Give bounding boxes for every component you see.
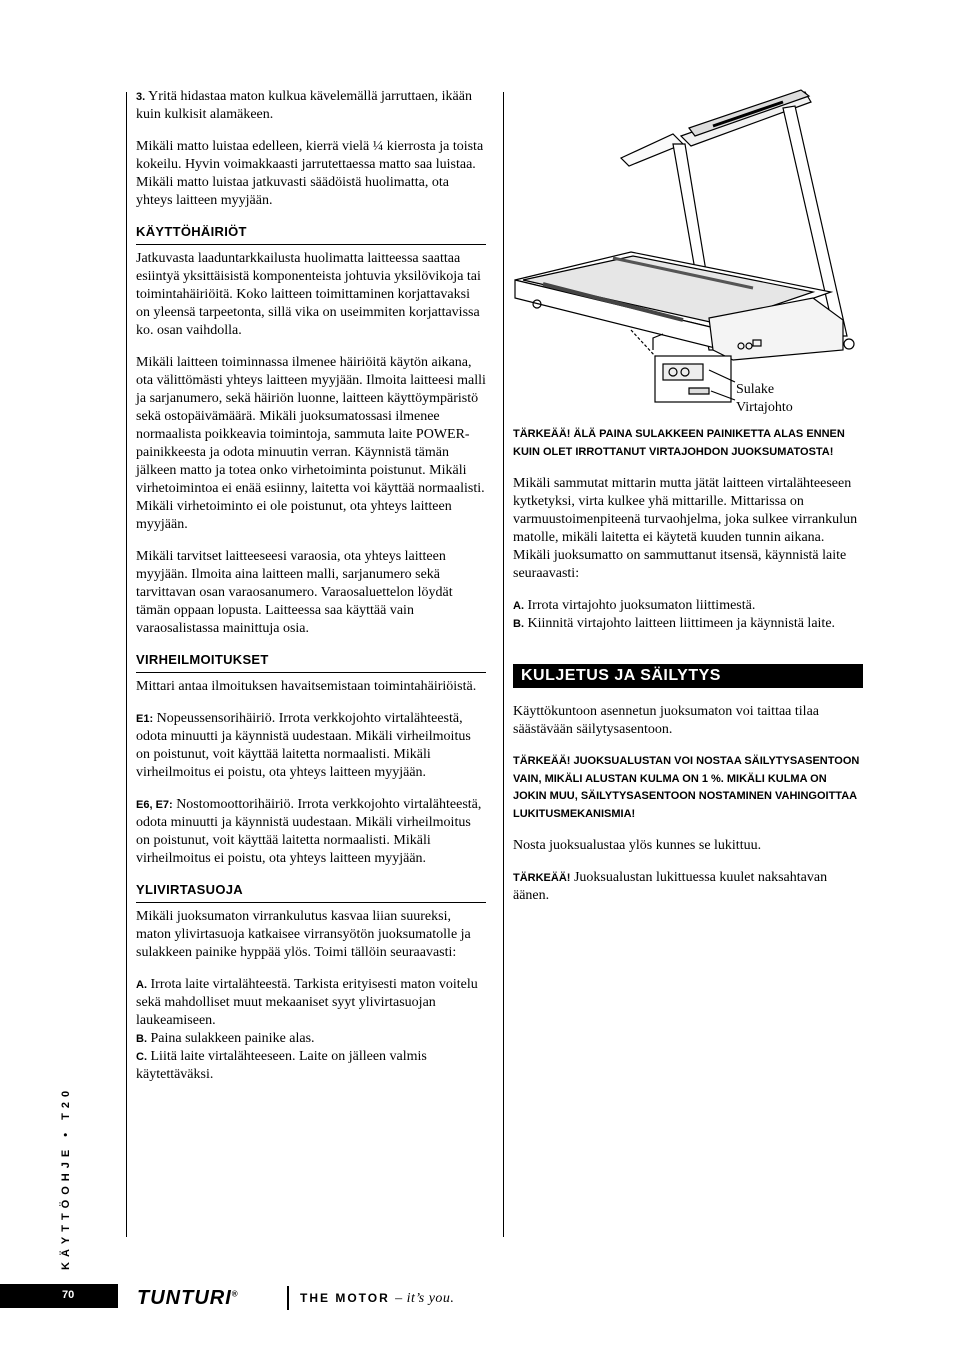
heading-ylivirtasuoja: YLIVIRTASUOJA: [136, 882, 486, 903]
paragraph-ylivirta: Mikäli juoksumaton virrankulutus kasvaa liian suureksi, maton ylivirtasuoja katkaisee virransyötön juoksumatolle ja sulakkeen painike hyppää ylös. Toimi tällöin seuraavasti:: [136, 909, 471, 960]
right-column: [513, 88, 863, 905]
section-title-kuljetus: KULJETUS JA SÄILYTYS: [513, 664, 863, 688]
figure-area: [513, 88, 863, 426]
error-e1: E1: Nopeussensorihäiriö. Irrota verkkojohto virtalähteestä, odota minuutti ja käynnistä uudestaan. Mikäli virheilmoitus on poistunut, voit käyttää laitetta normaalisti. Mikäli virheilmoitus ei poistu, ota yhteys laitteen myyjään.: [136, 711, 471, 780]
step-c: C. Liitä laite virtalähteeseen. Laite on jälleen valmis käytettäväksi.: [136, 1049, 427, 1082]
footer-divider: [287, 1286, 289, 1310]
warning-sulake: TÄRKEÄÄ! ÄLÄ PAINA SULAKKEEN PAINIKETTA ALAS ENNEN KUIN OLET IRROTTANUT VIRTAJOHDON JUOKSUMATOSTA!: [513, 428, 845, 458]
left-column: [136, 88, 486, 1084]
tagline: THE MOTOR – it’s you.: [300, 1291, 455, 1306]
right-step-a: A. Irrota virtajohto juoksumaton liittimestä.: [513, 598, 756, 613]
label-virtajohto: Virtajohto: [736, 400, 793, 415]
left-column-rule: [126, 92, 127, 1237]
label-sulake: Sulake: [736, 382, 775, 397]
warning-kulma: TÄRKEÄÄ! JUOKSUALUSTAN VOI NOSTAA SÄILYTYSASENTOON VAIN, MIKÄLI ALUSTAN KULMA ON 1 %. MIKÄLI KULMA ON JOKIN MUU, SÄILYTYSASENTOON NOSTAMINEN VAHINGOITTAA LUKITUSMEKANISMIA!: [513, 755, 860, 820]
brand-logo: TUNTURI®: [137, 1287, 239, 1309]
paragraph-nosta: Nosta juoksualustaa ylös kunnes se lukittuu.: [513, 838, 762, 853]
paragraph-kayttokuntoon: Käyttökuntoon asennetun juoksumaton voi taittaa tilaa säästävään säilytysasentoon.: [513, 704, 819, 737]
paragraph-hairiot: Mikäli laitteen toiminnassa ilmenee häiriöitä käytön aikana, ota välittömästi yhteys laitteen myyjään. Ilmoita laitteesi malli ja sarjanumero, sekä häiriön luonne, laitteen käyttöympäristö sekä ostopäivämäärä. Mikäli juoksumatossasi ilmenee normaalista poikkeavia toimintoja, sammuta laite POWER-painikkeesta ja odota minuutin verran. Käynnistä tämän jälkeen matto ja totea onko virhetoiminta poistunut. Mikäli virhetoimintoa ei enää esiinny, laitetta voi käyttää normaalisti. Mikäli virhetoiminto ei ole poistunut, ota yhteys laitteen myyjään.: [136, 355, 486, 532]
paragraph-tarkeaa-final: TÄRKEÄÄ! Juoksualustan lukittuessa kuulet naksahtavan äänen.: [513, 870, 828, 903]
paragraph-mittari: Mittari antaa ilmoituksen havaitsemistaan toimintahäiriöistä.: [136, 679, 477, 694]
error-e6-e7: E6, E7: Nostomoottorihäiriö. Irrota verkkojohto virtalähteestä, odota minuutti ja käynnistä uudestaan. Mikäli virheilmoitus on poistunut, voit käyttää laitetta normaalisti. Mikäli virheilmoitus ei poistu, ota yhteys laitteen myyjään.: [136, 797, 482, 866]
right-step-b: B. Kiinnitä virtajohto laitteen liittimeen ja käynnistä laite.: [513, 616, 836, 631]
center-column-rule: [503, 92, 504, 1237]
paragraph-luistaa: Mikäli matto luistaa edelleen, kierrä vielä ¼ kierrosta ja toista kokeilu. Hyvin voimakkaasti jarrutettaessa matto saa luistaa. Mikäli matto luistaa jatkuvasti säädöistä huolimatta, ota yhteys laitteen myyjään.: [136, 139, 484, 208]
step-3: 3. Yritä hidastaa maton kulkua kävelemällä jarruttaen, ikään kuin kulkisit alamäkeen.: [136, 89, 472, 122]
page-number-box: [0, 1284, 118, 1308]
paragraph-sammutat: Mikäli sammutat mittarin mutta jätät laitteen virtalähteeseen kytketyksi, virta kulkee yhä mittarille. Mittarissa on varmuustoimenpiteenä turvaohjelma, joka sulkee virrankulun matolle, mikäli laitetta ei käytetä kuuden tunnin aikana. Mikäli juoksumatto on sammuttanut itsensä, käynnistä laite seuraavasti:: [513, 476, 858, 581]
heading-virheilmoitukset: VIRHEILMOITUKSET: [136, 652, 486, 673]
paragraph-jatkuvasta: Jatkuvasta laaduntarkkailusta huolimatta laitteessa saattaa esiintyä yksittäisistä komponenteista johtuvia yksilövikoja tai toimintahäiriöitä. Koko laitteen toimittaminen korjattavaksi on yleensä tarpeetonta, sillä vika on useimmiten korjattavissa ko. osan vaihdolla.: [136, 251, 481, 338]
page-number: 70: [62, 1289, 75, 1301]
treadmill-illustration: [513, 88, 863, 404]
step-b: B. Paina sulakkeen painike alas.: [136, 1031, 315, 1046]
paragraph-varaosat: Mikäli tarvitset laitteeseesi varaosia, ota yhteys laitteen myyjään. Ilmoita aina laitteen malli, sarjanumero sekä tarvittavan osan varaosanumero. Varaosaluettelon löydät tämän oppaan lopusta. Laitteessa saa käyttää vain varaosalistassa mainittuja osia.: [136, 549, 453, 636]
heading-kayttohairiot: KÄYTTÖHÄIRIÖT: [136, 224, 486, 245]
side-label: KÄYTTÖOHJE • T20: [60, 1085, 72, 1270]
step-a: A. Irrota laite virtalähteestä. Tarkista erityisesti maton voitelu sekä mahdolliset muut mekaaniset syyt ylivirtasuojan laukeamiseen.: [136, 977, 478, 1028]
